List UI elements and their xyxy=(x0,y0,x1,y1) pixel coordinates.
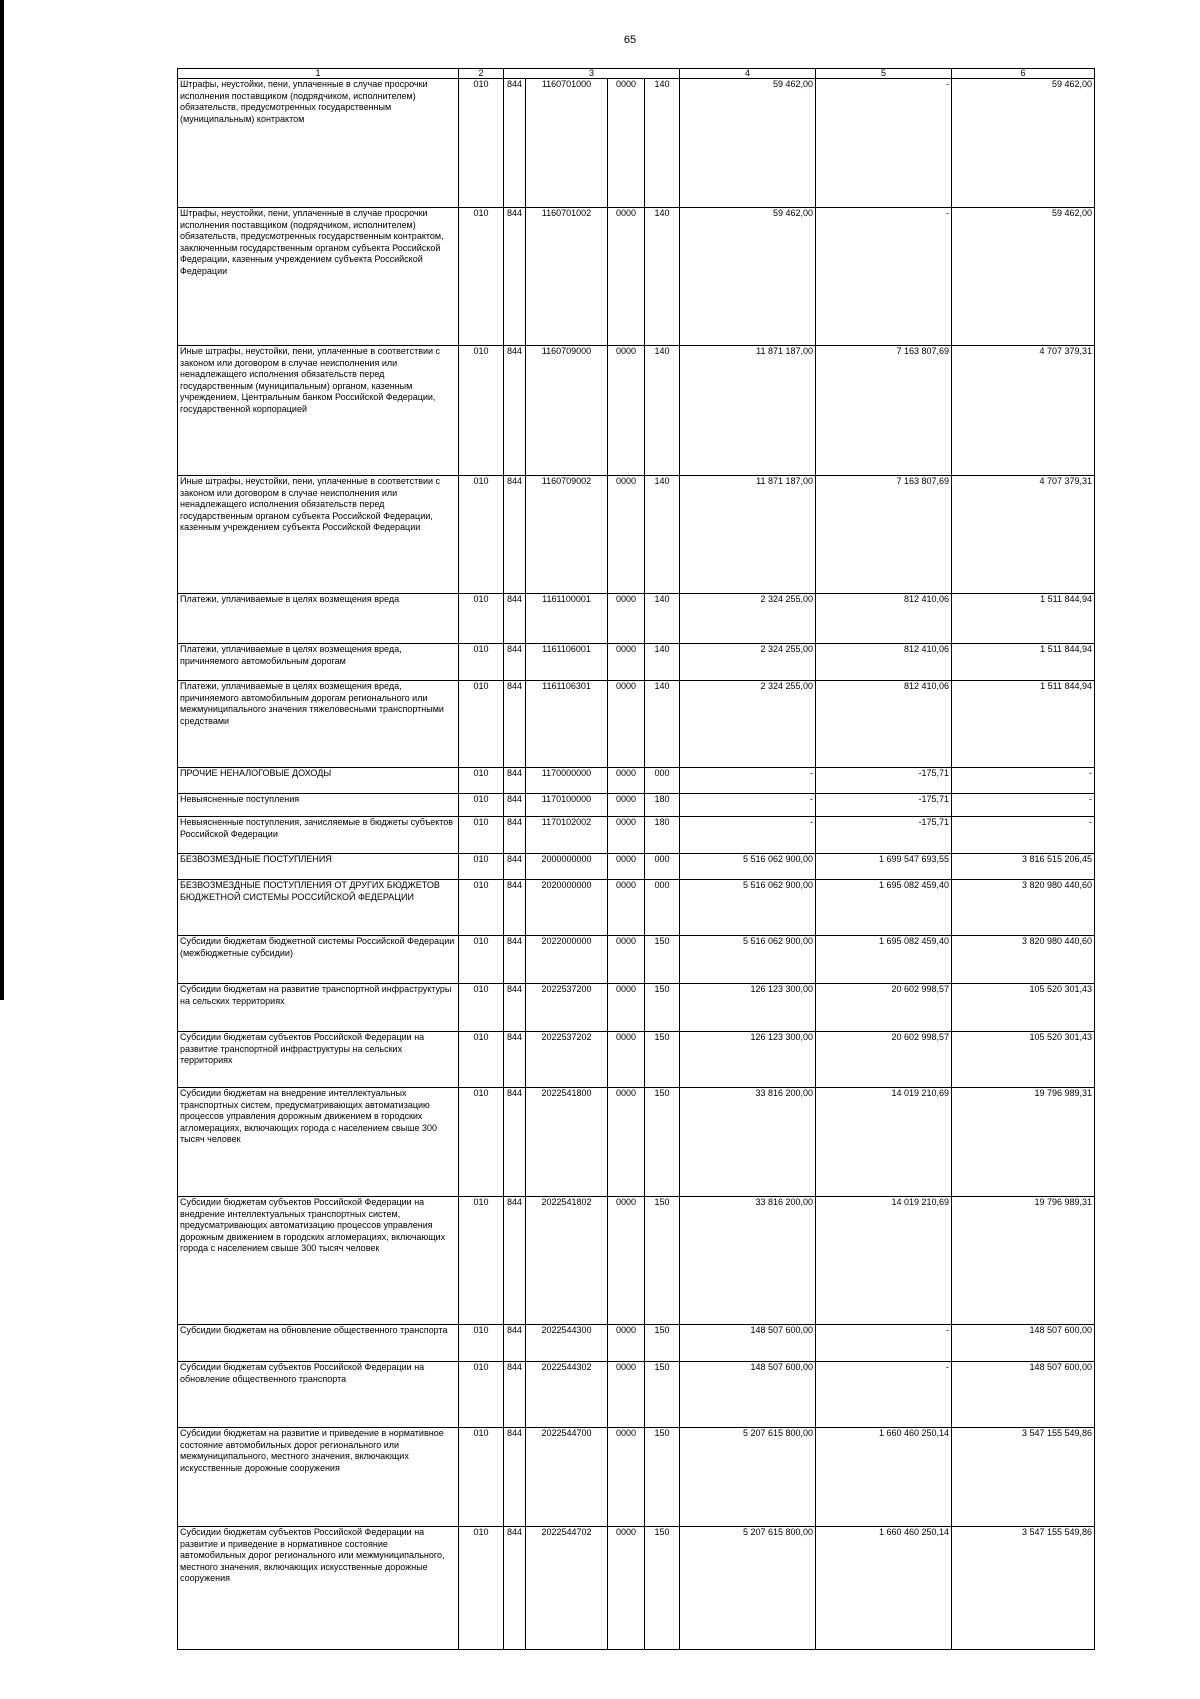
code-column-2: 010 xyxy=(459,681,504,768)
row-name: Субсидии бюджетам на обновление общественного транспорта xyxy=(178,1325,459,1362)
value-unexecuted: 1 511 844,94 xyxy=(952,594,1095,644)
code-kosgu: 140 xyxy=(645,644,680,681)
code-admin: 844 xyxy=(504,936,526,984)
code-kbk: 1160709002 xyxy=(526,476,608,594)
code-admin: 844 xyxy=(504,79,526,208)
value-unexecuted: - xyxy=(952,817,1095,854)
code-program: 0000 xyxy=(608,1325,645,1362)
code-kbk: 2022544702 xyxy=(526,1527,608,1650)
code-column-2: 010 xyxy=(459,1362,504,1428)
value-approved: 11 871 187,00 xyxy=(680,476,816,594)
code-program: 0000 xyxy=(608,681,645,768)
code-kosgu: 150 xyxy=(645,936,680,984)
code-kbk: 1160701002 xyxy=(526,208,608,346)
value-unexecuted: - xyxy=(952,768,1095,794)
code-kosgu: 150 xyxy=(645,984,680,1032)
row-name: БЕЗВОЗМЕЗДНЫЕ ПОСТУПЛЕНИЯ ОТ ДРУГИХ БЮДЖЕТОВ БЮДЖЕТНОЙ СИСТЕМЫ РОССИЙСКОЙ ФЕДЕРАЦИИ xyxy=(178,880,459,936)
code-admin: 844 xyxy=(504,1428,526,1527)
value-approved: 126 123 300,00 xyxy=(680,984,816,1032)
row-name: Субсидии бюджетам субъектов Российской Федерации на развитие транспортной инфраструктуры на сельских территориях xyxy=(178,1032,459,1088)
value-approved: 5 207 615 800,00 xyxy=(680,1428,816,1527)
table-row xyxy=(178,1197,1095,1325)
value-executed: 7 163 807,69 xyxy=(816,476,952,594)
table-row xyxy=(178,1527,1095,1650)
code-kbk: 2022541800 xyxy=(526,1088,608,1197)
value-unexecuted: 3 547 155 549,86 xyxy=(952,1428,1095,1527)
code-column-2: 010 xyxy=(459,79,504,208)
value-unexecuted: 105 520 301,43 xyxy=(952,1032,1095,1088)
value-unexecuted: 19 796 989,31 xyxy=(952,1197,1095,1325)
row-name: БЕЗВОЗМЕЗДНЫЕ ПОСТУПЛЕНИЯ xyxy=(178,854,459,880)
row-name: Платежи, уплачиваемые в целях возмещения вреда xyxy=(178,594,459,644)
code-admin: 844 xyxy=(504,476,526,594)
value-unexecuted: 19 796 989,31 xyxy=(952,1088,1095,1197)
row-name: Иные штрафы, неустойки, пени, уплаченные в соответствии с законом или договором в случае неисполнения или ненадлежащего исполнения обязательств перед государственным органом субъекта Российской Федерации, казенным учреждением субъекта Российской Федерации xyxy=(178,476,459,594)
code-column-2: 010 xyxy=(459,817,504,854)
value-approved: 126 123 300,00 xyxy=(680,1032,816,1088)
code-column-2: 010 xyxy=(459,476,504,594)
code-program: 0000 xyxy=(608,794,645,817)
value-executed: 1 660 460 250,14 xyxy=(816,1428,952,1527)
value-executed: 20 602 998,57 xyxy=(816,984,952,1032)
row-name: Невыясненные поступления, зачисляемые в бюджеты субъектов Российской Федерации xyxy=(178,817,459,854)
code-program: 0000 xyxy=(608,1362,645,1428)
code-column-2: 010 xyxy=(459,1088,504,1197)
value-unexecuted: 3 820 980 440,60 xyxy=(952,936,1095,984)
value-unexecuted: 3 820 980 440,60 xyxy=(952,880,1095,936)
table-row xyxy=(178,880,1095,936)
table-row xyxy=(178,1088,1095,1197)
value-approved: 148 507 600,00 xyxy=(680,1362,816,1428)
value-executed: 1 695 082 459,40 xyxy=(816,880,952,936)
code-program: 0000 xyxy=(608,936,645,984)
code-program: 0000 xyxy=(608,346,645,476)
row-name: Субсидии бюджетам субъектов Российской Федерации на внедрение интеллектуальных транспортных систем, предусматривающих автоматизацию процессов управления дорожным движением в городских агломерациях, включающих города с населением свыше 300 тысяч человек xyxy=(178,1197,459,1325)
budget-table xyxy=(177,68,1095,1650)
value-unexecuted: 148 507 600,00 xyxy=(952,1325,1095,1362)
code-kosgu: 180 xyxy=(645,794,680,817)
value-executed: 1 660 460 250,14 xyxy=(816,1527,952,1650)
row-name: Штрафы, неустойки, пени, уплаченные в случае просрочки исполнения поставщиком (подрядчиком, исполнителем) обязательств, предусмотренных государственным контрактом, заключенным государственным органом субъекта Российской Федерации, казенным учреждением субъекта Российской Федерации xyxy=(178,208,459,346)
code-column-2: 010 xyxy=(459,880,504,936)
value-approved: 33 816 200,00 xyxy=(680,1088,816,1197)
code-program: 0000 xyxy=(608,476,645,594)
code-kbk: 1161100001 xyxy=(526,594,608,644)
code-admin: 844 xyxy=(504,1527,526,1650)
value-executed: - xyxy=(816,208,952,346)
code-admin: 844 xyxy=(504,1325,526,1362)
value-approved: 5 516 062 900,00 xyxy=(680,936,816,984)
code-program: 0000 xyxy=(608,817,645,854)
code-kosgu: 150 xyxy=(645,1088,680,1197)
code-admin: 844 xyxy=(504,1362,526,1428)
value-approved: 2 324 255,00 xyxy=(680,681,816,768)
table-row xyxy=(178,817,1095,854)
value-approved: - xyxy=(680,768,816,794)
row-name: Штрафы, неустойки, пени, уплаченные в случае просрочки исполнения поставщиком (подрядчиком, исполнителем) обязательств, предусмотренных государственным (муниципальным) контрактом xyxy=(178,79,459,208)
code-program: 0000 xyxy=(608,984,645,1032)
code-column-2: 010 xyxy=(459,794,504,817)
value-executed: 1 695 082 459,40 xyxy=(816,936,952,984)
table-row xyxy=(178,1362,1095,1428)
value-executed: 14 019 210,69 xyxy=(816,1197,952,1325)
value-executed: 812 410,06 xyxy=(816,644,952,681)
value-approved: 2 324 255,00 xyxy=(680,644,816,681)
table-row xyxy=(178,936,1095,984)
code-admin: 844 xyxy=(504,768,526,794)
table-row xyxy=(178,1428,1095,1527)
code-kosgu: 000 xyxy=(645,854,680,880)
value-approved: 59 462,00 xyxy=(680,208,816,346)
value-unexecuted: 148 507 600,00 xyxy=(952,1362,1095,1428)
value-unexecuted: 59 462,00 xyxy=(952,208,1095,346)
code-kbk: 1170100000 xyxy=(526,794,608,817)
code-kbk: 2020000000 xyxy=(526,880,608,936)
code-kosgu: 150 xyxy=(645,1325,680,1362)
value-unexecuted: 105 520 301,43 xyxy=(952,984,1095,1032)
value-executed: -175,71 xyxy=(816,794,952,817)
row-name: ПРОЧИЕ НЕНАЛОГОВЫЕ ДОХОДЫ xyxy=(178,768,459,794)
value-executed: 20 602 998,57 xyxy=(816,1032,952,1088)
code-admin: 844 xyxy=(504,854,526,880)
value-approved: 5 516 062 900,00 xyxy=(680,880,816,936)
value-approved: 11 871 187,00 xyxy=(680,346,816,476)
code-program: 0000 xyxy=(608,1032,645,1088)
table-row xyxy=(178,854,1095,880)
code-program: 0000 xyxy=(608,1197,645,1325)
code-kosgu: 140 xyxy=(645,594,680,644)
code-kbk: 1160701000 xyxy=(526,79,608,208)
column-numbers-row xyxy=(178,69,1095,79)
code-kbk: 2022544700 xyxy=(526,1428,608,1527)
column-header: 4 xyxy=(680,69,816,79)
row-name: Платежи, уплачиваемые в целях возмещения вреда, причиняемого автомобильным дорогам регионального или межмуниципального значения тяжеловесными транспортными средствами xyxy=(178,681,459,768)
value-unexecuted: 1 511 844,94 xyxy=(952,681,1095,768)
row-name: Субсидии бюджетам бюджетной системы Российской Федерации (межбюджетные субсидии) xyxy=(178,936,459,984)
value-approved: - xyxy=(680,794,816,817)
code-admin: 844 xyxy=(504,681,526,768)
code-kbk: 2022537200 xyxy=(526,984,608,1032)
column-header: 5 xyxy=(816,69,952,79)
scan-edge-bar xyxy=(0,0,4,1000)
value-approved: 33 816 200,00 xyxy=(680,1197,816,1325)
value-executed: 7 163 807,69 xyxy=(816,346,952,476)
page-number: 65 xyxy=(623,34,637,46)
code-kbk: 2022541802 xyxy=(526,1197,608,1325)
value-unexecuted: 4 707 379,31 xyxy=(952,476,1095,594)
row-name: Невыясненные поступления xyxy=(178,794,459,817)
code-kosgu: 150 xyxy=(645,1527,680,1650)
table-row xyxy=(178,984,1095,1032)
value-executed: - xyxy=(816,79,952,208)
code-kbk: 1160709000 xyxy=(526,346,608,476)
row-name: Субсидии бюджетам на внедрение интеллектуальных транспортных систем, предусматривающих автоматизацию процессов управления дорожным движением в городских агломерациях, включающих города с населением свыше 300 тысяч человек xyxy=(178,1088,459,1197)
value-executed: 812 410,06 xyxy=(816,681,952,768)
code-admin: 844 xyxy=(504,984,526,1032)
column-header: 3 xyxy=(504,69,680,79)
value-executed: -175,71 xyxy=(816,768,952,794)
code-admin: 844 xyxy=(504,880,526,936)
code-admin: 844 xyxy=(504,644,526,681)
code-kbk: 2022537202 xyxy=(526,1032,608,1088)
table-row xyxy=(178,594,1095,644)
code-kbk: 2022544300 xyxy=(526,1325,608,1362)
value-approved: 5 516 062 900,00 xyxy=(680,854,816,880)
column-header: 1 xyxy=(178,69,459,79)
value-unexecuted: 3 816 515 206,45 xyxy=(952,854,1095,880)
code-kbk: 1170102002 xyxy=(526,817,608,854)
code-column-2: 010 xyxy=(459,1527,504,1650)
value-approved: 148 507 600,00 xyxy=(680,1325,816,1362)
value-approved: 2 324 255,00 xyxy=(680,594,816,644)
code-admin: 844 xyxy=(504,1088,526,1197)
table-row xyxy=(178,768,1095,794)
code-program: 0000 xyxy=(608,208,645,346)
table-row xyxy=(178,644,1095,681)
code-kbk: 1161106001 xyxy=(526,644,608,681)
value-unexecuted: 3 547 155 549,86 xyxy=(952,1527,1095,1650)
value-executed: 812 410,06 xyxy=(816,594,952,644)
code-kbk: 1161106301 xyxy=(526,681,608,768)
table-row xyxy=(178,79,1095,208)
code-program: 0000 xyxy=(608,1088,645,1197)
code-program: 0000 xyxy=(608,644,645,681)
code-column-2: 010 xyxy=(459,1032,504,1088)
value-executed: -175,71 xyxy=(816,817,952,854)
code-admin: 844 xyxy=(504,1197,526,1325)
value-executed: 14 019 210,69 xyxy=(816,1088,952,1197)
row-name: Субсидии бюджетам на развитие и приведение в нормативное состояние автомобильных дорог регионального или межмуниципального, местного значения, включающих искусственные дорожные сооружения xyxy=(178,1428,459,1527)
code-kosgu: 150 xyxy=(645,1428,680,1527)
code-admin: 844 xyxy=(504,594,526,644)
code-program: 0000 xyxy=(608,880,645,936)
value-executed: - xyxy=(816,1362,952,1428)
code-kosgu: 140 xyxy=(645,346,680,476)
code-column-2: 010 xyxy=(459,644,504,681)
row-name: Субсидии бюджетам субъектов Российской Федерации на обновление общественного транспорта xyxy=(178,1362,459,1428)
code-program: 0000 xyxy=(608,594,645,644)
table-row xyxy=(178,794,1095,817)
code-program: 0000 xyxy=(608,79,645,208)
value-approved: 5 207 615 800,00 xyxy=(680,1527,816,1650)
column-header: 6 xyxy=(952,69,1095,79)
value-unexecuted: 59 462,00 xyxy=(952,79,1095,208)
value-unexecuted: 4 707 379,31 xyxy=(952,346,1095,476)
row-name: Иные штрафы, неустойки, пени, уплаченные в соответствии с законом или договором в случае неисполнения или ненадлежащего исполнения обязательств перед государственным (муниципальным) органом, казенным учреждением, Центральным банком Российской Федерации, государственной корпорацией xyxy=(178,346,459,476)
value-approved: - xyxy=(680,817,816,854)
code-program: 0000 xyxy=(608,854,645,880)
code-program: 0000 xyxy=(608,1527,645,1650)
code-column-2: 010 xyxy=(459,1325,504,1362)
code-admin: 844 xyxy=(504,346,526,476)
code-kosgu: 000 xyxy=(645,768,680,794)
code-kosgu: 000 xyxy=(645,880,680,936)
row-name: Платежи, уплачиваемые в целях возмещения вреда, причиняемого автомобильным дорогам xyxy=(178,644,459,681)
code-column-2: 010 xyxy=(459,768,504,794)
code-column-2: 010 xyxy=(459,594,504,644)
code-column-2: 010 xyxy=(459,208,504,346)
code-kosgu: 140 xyxy=(645,476,680,594)
code-kbk: 2022544302 xyxy=(526,1362,608,1428)
value-unexecuted: - xyxy=(952,794,1095,817)
code-kbk: 2000000000 xyxy=(526,854,608,880)
code-column-2: 010 xyxy=(459,346,504,476)
code-kbk: 1170000000 xyxy=(526,768,608,794)
code-program: 0000 xyxy=(608,768,645,794)
table-row xyxy=(178,1032,1095,1088)
code-column-2: 010 xyxy=(459,854,504,880)
value-approved: 59 462,00 xyxy=(680,79,816,208)
column-header: 2 xyxy=(459,69,504,79)
code-column-2: 010 xyxy=(459,984,504,1032)
code-admin: 844 xyxy=(504,1032,526,1088)
code-kosgu: 180 xyxy=(645,817,680,854)
code-kosgu: 150 xyxy=(645,1362,680,1428)
row-name: Субсидии бюджетам на развитие транспортной инфраструктуры на сельских территориях xyxy=(178,984,459,1032)
code-kosgu: 140 xyxy=(645,208,680,346)
value-executed: 1 699 547 693,55 xyxy=(816,854,952,880)
code-column-2: 010 xyxy=(459,1197,504,1325)
code-kosgu: 140 xyxy=(645,681,680,768)
table-row xyxy=(178,346,1095,476)
code-kosgu: 140 xyxy=(645,79,680,208)
table-row xyxy=(178,681,1095,768)
code-admin: 844 xyxy=(504,208,526,346)
value-executed: - xyxy=(816,1325,952,1362)
code-kbk: 2022000000 xyxy=(526,936,608,984)
code-column-2: 010 xyxy=(459,936,504,984)
code-column-2: 010 xyxy=(459,1428,504,1527)
code-kosgu: 150 xyxy=(645,1032,680,1088)
table-row xyxy=(178,476,1095,594)
table-row xyxy=(178,1325,1095,1362)
table-row xyxy=(178,208,1095,346)
code-admin: 844 xyxy=(504,817,526,854)
code-program: 0000 xyxy=(608,1428,645,1527)
value-unexecuted: 1 511 844,94 xyxy=(952,644,1095,681)
code-kosgu: 150 xyxy=(645,1197,680,1325)
code-admin: 844 xyxy=(504,794,526,817)
row-name: Субсидии бюджетам субъектов Российской Федерации на развитие и приведение в нормативное состояние автомобильных дорог регионального или межмуниципального, местного значения, включающих искусственные дорожные сооружения xyxy=(178,1527,459,1650)
